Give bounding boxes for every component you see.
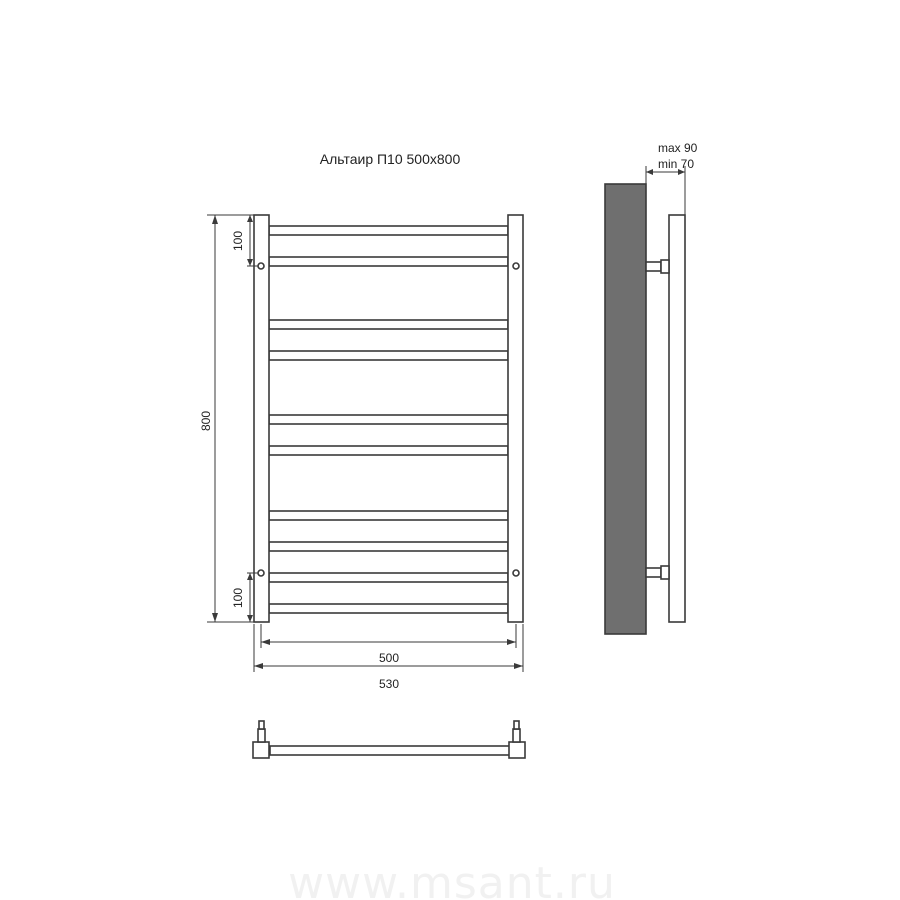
crossbars: [269, 226, 508, 613]
crossbar: [269, 604, 508, 613]
wall-bracket: [646, 568, 661, 577]
connection-point: [258, 570, 264, 576]
crossbar: [269, 320, 508, 329]
top-bracket-right: [514, 721, 519, 729]
wall-bracket: [661, 566, 669, 579]
crossbar: [269, 573, 508, 582]
top-post-left: [253, 742, 269, 758]
right-post: [508, 215, 523, 622]
dimension-inner-width: [261, 624, 516, 665]
top-view: [253, 721, 525, 758]
top-bracket-right: [513, 729, 520, 742]
wall: [605, 184, 646, 634]
height-label: 800: [199, 410, 213, 432]
top-bracket-left: [258, 729, 265, 742]
top-bracket-left: [259, 721, 264, 729]
side-view: [605, 184, 685, 634]
crossbar: [269, 415, 508, 424]
left-post: [254, 215, 269, 622]
outer-width-label: 530: [378, 677, 400, 691]
crossbar: [269, 446, 508, 455]
dimension-depth: [646, 141, 698, 215]
watermark: www.msant.ru: [288, 858, 616, 900]
connection-point: [513, 570, 519, 576]
crossbar: [269, 351, 508, 360]
crossbar: [269, 511, 508, 520]
bottom-offset-label: 100: [231, 587, 245, 609]
front-view: [254, 215, 523, 622]
connection-point: [258, 263, 264, 269]
dimension-height: [199, 215, 254, 622]
depth-min-label: min 70: [658, 157, 695, 171]
wall-bracket: [661, 260, 669, 273]
top-crossbar: [270, 746, 510, 755]
drawing-title: Альтаир П10 500х800: [319, 151, 461, 167]
wall-bracket: [646, 262, 661, 271]
top-post-right: [509, 742, 525, 758]
crossbar: [269, 542, 508, 551]
depth-max-label: max 90: [658, 141, 698, 155]
crossbar: [269, 257, 508, 266]
top-offset-label: 100: [231, 230, 245, 252]
inner-width-label: 500: [378, 651, 400, 665]
crossbar: [269, 226, 508, 235]
connection-point: [513, 263, 519, 269]
side-post: [669, 215, 685, 622]
